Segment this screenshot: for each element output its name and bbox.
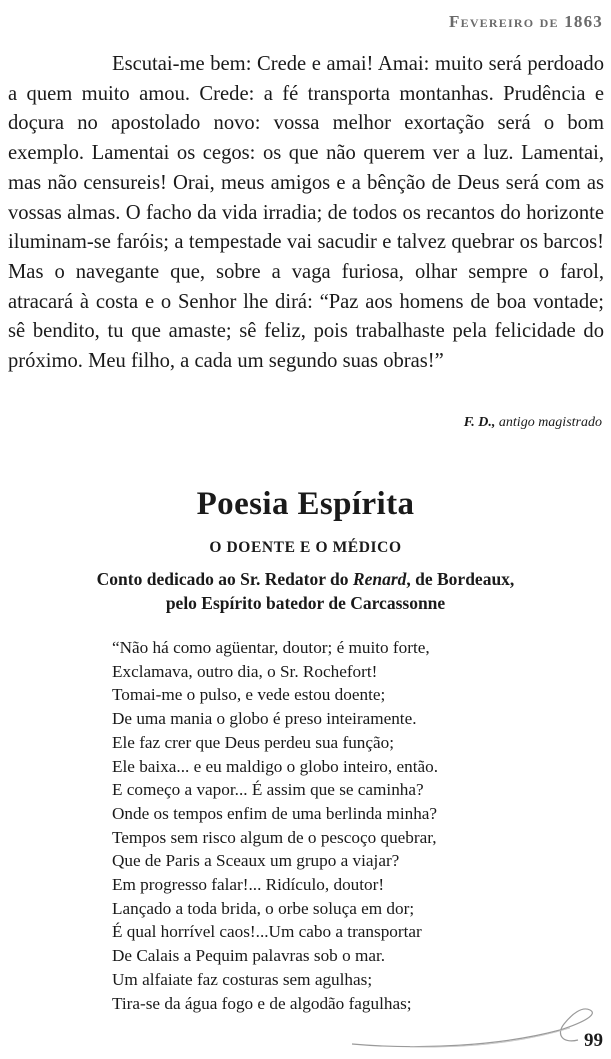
poem-line: De Calais a Pequim palavras sob o mar. <box>112 946 386 966</box>
running-head: Fevereiro de 1863 <box>449 12 603 31</box>
poem-line: Tempos sem risco algum de o pescoço quebrar, <box>112 827 437 847</box>
dedication-text-end: , de Bordeaux, <box>406 569 515 589</box>
poem-body <box>112 636 582 1015</box>
poem-line: Que de Paris a Sceaux um grupo a viajar? <box>112 851 400 871</box>
dedication-journal: Renard <box>352 569 407 589</box>
poem-line: Onde os tempos enfim de uma berlinda minha? <box>112 803 438 823</box>
poem-line: Em progresso falar!... Ridículo, doutor! <box>112 875 385 895</box>
dedication-line-2: pelo Espírito batedor de Carcassonne <box>165 593 446 613</box>
poem-line: Tira-se da água fogo e de algodão fagulhas; <box>112 993 412 1013</box>
poem-line: De uma mania o globo é preso inteiramente. <box>112 709 417 729</box>
poem-line: Ele baixa... e eu maldigo o globo inteiro, então. <box>112 756 438 776</box>
message-paragraph: Escutai-me bem: Crede e amai! Amai: muito será perdoado a quem muito amou. Crede: a fé transporta montanhas. Prudência e doçura no apostolado novo: vossa melhor exortação será o bom exemplo. Lamentai os cegos: os que não querem ver a luz. Lamentai, mas não censureis! Orai, meus amigos e a bênção de Deus será com as vossas almas. O facho da vida irradia; de todos os recantos do horizonte iluminam-se faróis; a tempestade vai sacudir e talvez quebrar os barcos! Mas o navegante que, sobre a vaga furiosa, olhar sempre o farol, atracará à costa e o Senhor lhe dirá: “Paz aos homens de boa vontade; sê bendito, tu que amaste; sê feliz, pois trabalhaste pela felicidade do próximo. Meu filho, a cada um segundo suas obras!” <box>8 53 604 373</box>
page-number: 99 <box>584 1030 603 1051</box>
poem-line: Ele faz crer que Deus perdeu sua função; <box>112 732 395 752</box>
poem-line: Tomai-me o pulso, e vede estou doente; <box>112 685 386 705</box>
poem-line: Lançado a toda brida, o orbe soluça em dor; <box>112 898 415 918</box>
dedication-line-1 <box>0 567 611 591</box>
poem-line: Exclamava, outro dia, o Sr. Rochefort! <box>112 661 378 681</box>
poem-line: “Não há como agüentar, doutor; é muito forte, <box>112 638 430 657</box>
poem-line: É qual horrível caos!...Um cabo a transportar <box>112 922 422 942</box>
poem-line: Um alfaiate faz costuras sem agulhas; <box>112 969 373 989</box>
page-ornament-swirl <box>350 1000 611 1059</box>
poem-line: E começo a vapor... É assim que se caminha? <box>112 780 424 800</box>
signature-name: F. D., <box>463 415 496 430</box>
signature-role: antigo magistrado <box>495 415 602 430</box>
signature <box>464 415 602 431</box>
section-title: Poesia Espírita <box>196 486 415 522</box>
dedication <box>0 567 611 615</box>
poem-title: O DOENTE E O MÉDICO <box>209 539 402 556</box>
message-body <box>8 50 604 377</box>
dedication-text: Conto dedicado ao Sr. Redator do <box>96 569 353 589</box>
